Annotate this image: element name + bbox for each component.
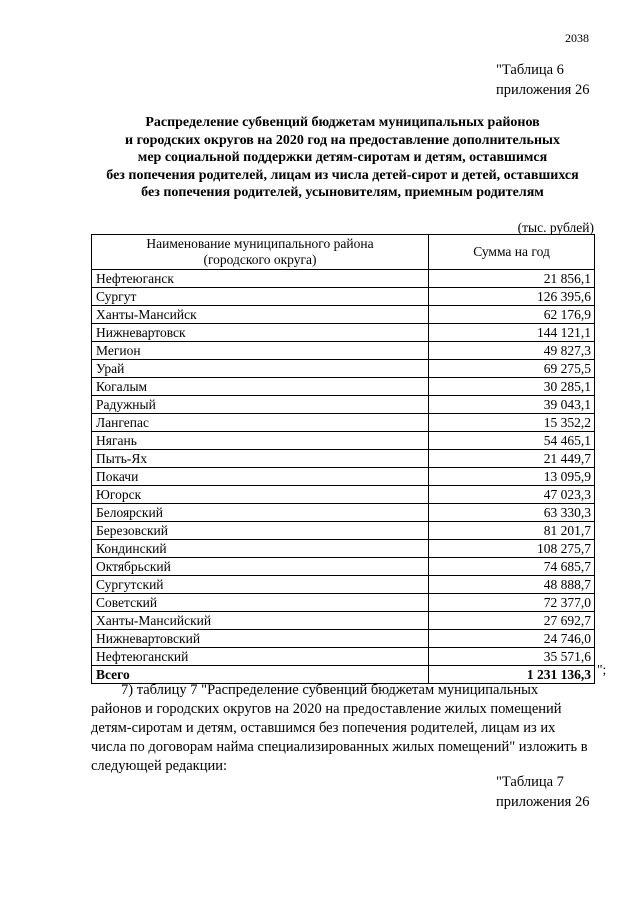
title-line: и городских округов на 2020 год на предоставление дополнительных bbox=[125, 132, 560, 148]
amount-cell: 54 465,1 bbox=[429, 432, 595, 450]
district-name-cell: Покачи bbox=[92, 468, 429, 486]
table-row bbox=[92, 612, 595, 630]
table-row bbox=[92, 432, 595, 450]
amount-cell: 35 571,6 bbox=[429, 648, 595, 666]
amount-cell: 63 330,3 bbox=[429, 504, 595, 522]
amount-cell: 69 275,5 bbox=[429, 360, 595, 378]
amount-cell: 47 023,3 bbox=[429, 486, 595, 504]
amount-cell: 144 121,1 bbox=[429, 324, 595, 342]
amount-cell: 30 285,1 bbox=[429, 378, 595, 396]
table-reference-bottom bbox=[496, 772, 589, 812]
header-amount-cell: Сумма на год bbox=[429, 235, 595, 270]
table-row bbox=[92, 324, 595, 342]
title-line: без попечения родителей, усыновителям, приемным родителям bbox=[141, 185, 544, 200]
district-name-cell: Радужный bbox=[92, 396, 429, 414]
unit-note: (тыс. рублей) bbox=[517, 220, 594, 235]
paragraph-line: числа по договорам найма специализированных жилых помещений" изложить в bbox=[91, 739, 588, 755]
district-name-cell: Нефтеюганск bbox=[92, 270, 429, 288]
district-name-cell: Белоярский bbox=[92, 504, 429, 522]
district-name-cell: Сургут bbox=[92, 288, 429, 306]
district-name-cell: Нижневартовск bbox=[92, 324, 429, 342]
amount-cell: 72 377,0 bbox=[429, 594, 595, 612]
table-row bbox=[92, 270, 595, 288]
table-row bbox=[92, 396, 595, 414]
table-row bbox=[92, 540, 595, 558]
amount-cell: 21 449,7 bbox=[429, 450, 595, 468]
district-name-cell: Урай bbox=[92, 360, 429, 378]
amount-cell: 13 095,9 bbox=[429, 468, 595, 486]
amount-cell: 62 176,9 bbox=[429, 306, 595, 324]
district-name-cell: Нягань bbox=[92, 432, 429, 450]
paragraph-line: районов и городских округов на 2020 на предоставление жилых помещений bbox=[91, 701, 562, 717]
table-row bbox=[92, 342, 595, 360]
district-name-cell: Нижневартовский bbox=[92, 630, 429, 648]
table-row bbox=[92, 648, 595, 666]
district-name-cell: Лангепас bbox=[92, 414, 429, 432]
amount-cell: 48 888,7 bbox=[429, 576, 595, 594]
table-row bbox=[92, 504, 595, 522]
district-name-cell: Нефтеюганский bbox=[92, 648, 429, 666]
header-name-line: (городского округа) bbox=[203, 252, 317, 267]
amount-cell: 39 043,1 bbox=[429, 396, 595, 414]
title-line: мер социальной поддержки детям-сиротам и детям, оставшимся bbox=[137, 150, 548, 165]
subvention-table bbox=[91, 234, 595, 684]
district-name-cell: Когалым bbox=[92, 378, 429, 396]
district-name-cell: Ханты-Мансийск bbox=[92, 306, 429, 324]
table-reference-top bbox=[496, 60, 589, 100]
district-name-cell: Березовский bbox=[92, 522, 429, 540]
amount-cell: 27 692,7 bbox=[429, 612, 595, 630]
table-body bbox=[92, 270, 595, 684]
amount-cell: 24 746,0 bbox=[429, 630, 595, 648]
table-row bbox=[92, 414, 595, 432]
district-name-cell: Всего bbox=[92, 666, 429, 684]
title-line: Распределение субвенций бюджетам муниципальных районов bbox=[145, 115, 540, 130]
district-name-cell: Кондинский bbox=[92, 540, 429, 558]
district-name-cell: Советский bbox=[92, 594, 429, 612]
amount-cell: 21 856,1 bbox=[429, 270, 595, 288]
table-row bbox=[92, 522, 595, 540]
table-row bbox=[92, 288, 595, 306]
paragraph-line: 7) таблицу 7 "Распределение субвенций бюджетам муниципальных bbox=[121, 682, 539, 698]
table-row bbox=[92, 450, 595, 468]
page-number: 2038 bbox=[565, 31, 589, 45]
district-name-cell: Югорск bbox=[92, 486, 429, 504]
table-row bbox=[92, 576, 595, 594]
header-name-line: Наименование муниципального района bbox=[146, 236, 374, 251]
table-header-row bbox=[92, 235, 595, 270]
document-title bbox=[90, 114, 595, 202]
district-name-cell: Мегион bbox=[92, 342, 429, 360]
amount-cell: 126 395,6 bbox=[429, 288, 595, 306]
table-row bbox=[92, 630, 595, 648]
header-name-cell bbox=[92, 235, 429, 270]
paragraph-line: следующей редакции: bbox=[91, 758, 228, 774]
amount-cell: 49 827,3 bbox=[429, 342, 595, 360]
table-row bbox=[92, 360, 595, 378]
amount-cell: 74 685,7 bbox=[429, 558, 595, 576]
table-row bbox=[92, 468, 595, 486]
table-row bbox=[92, 558, 595, 576]
amount-cell: 15 352,2 bbox=[429, 414, 595, 432]
title-line: без попечения родителей, лицам из числа детей-сирот и детей, оставшихся bbox=[106, 167, 579, 183]
district-name-cell: Октябрьский bbox=[92, 558, 429, 576]
district-name-cell: Ханты-Мансийский bbox=[92, 612, 429, 630]
table-row bbox=[92, 306, 595, 324]
district-name-cell: Пыть-Ях bbox=[92, 450, 429, 468]
amendment-paragraph bbox=[91, 681, 596, 776]
table-reference-line: приложения 26 bbox=[496, 82, 590, 98]
amount-cell: 108 275,7 bbox=[429, 540, 595, 558]
total-closing-quote: "; bbox=[597, 662, 607, 677]
table-row bbox=[92, 486, 595, 504]
district-name-cell: Сургутский bbox=[92, 576, 429, 594]
paragraph-line: детям-сиротам и детям, оставшимся без попечения родителей, лицам из их bbox=[91, 720, 556, 736]
table-row bbox=[92, 594, 595, 612]
amount-cell: 1 231 136,3 bbox=[429, 666, 595, 684]
table-reference-line: "Таблица 6 bbox=[496, 62, 564, 78]
table-row bbox=[92, 378, 595, 396]
table-reference-line: приложения 26 bbox=[496, 794, 590, 810]
table-reference-line: "Таблица 7 bbox=[496, 774, 564, 790]
amount-cell: 81 201,7 bbox=[429, 522, 595, 540]
